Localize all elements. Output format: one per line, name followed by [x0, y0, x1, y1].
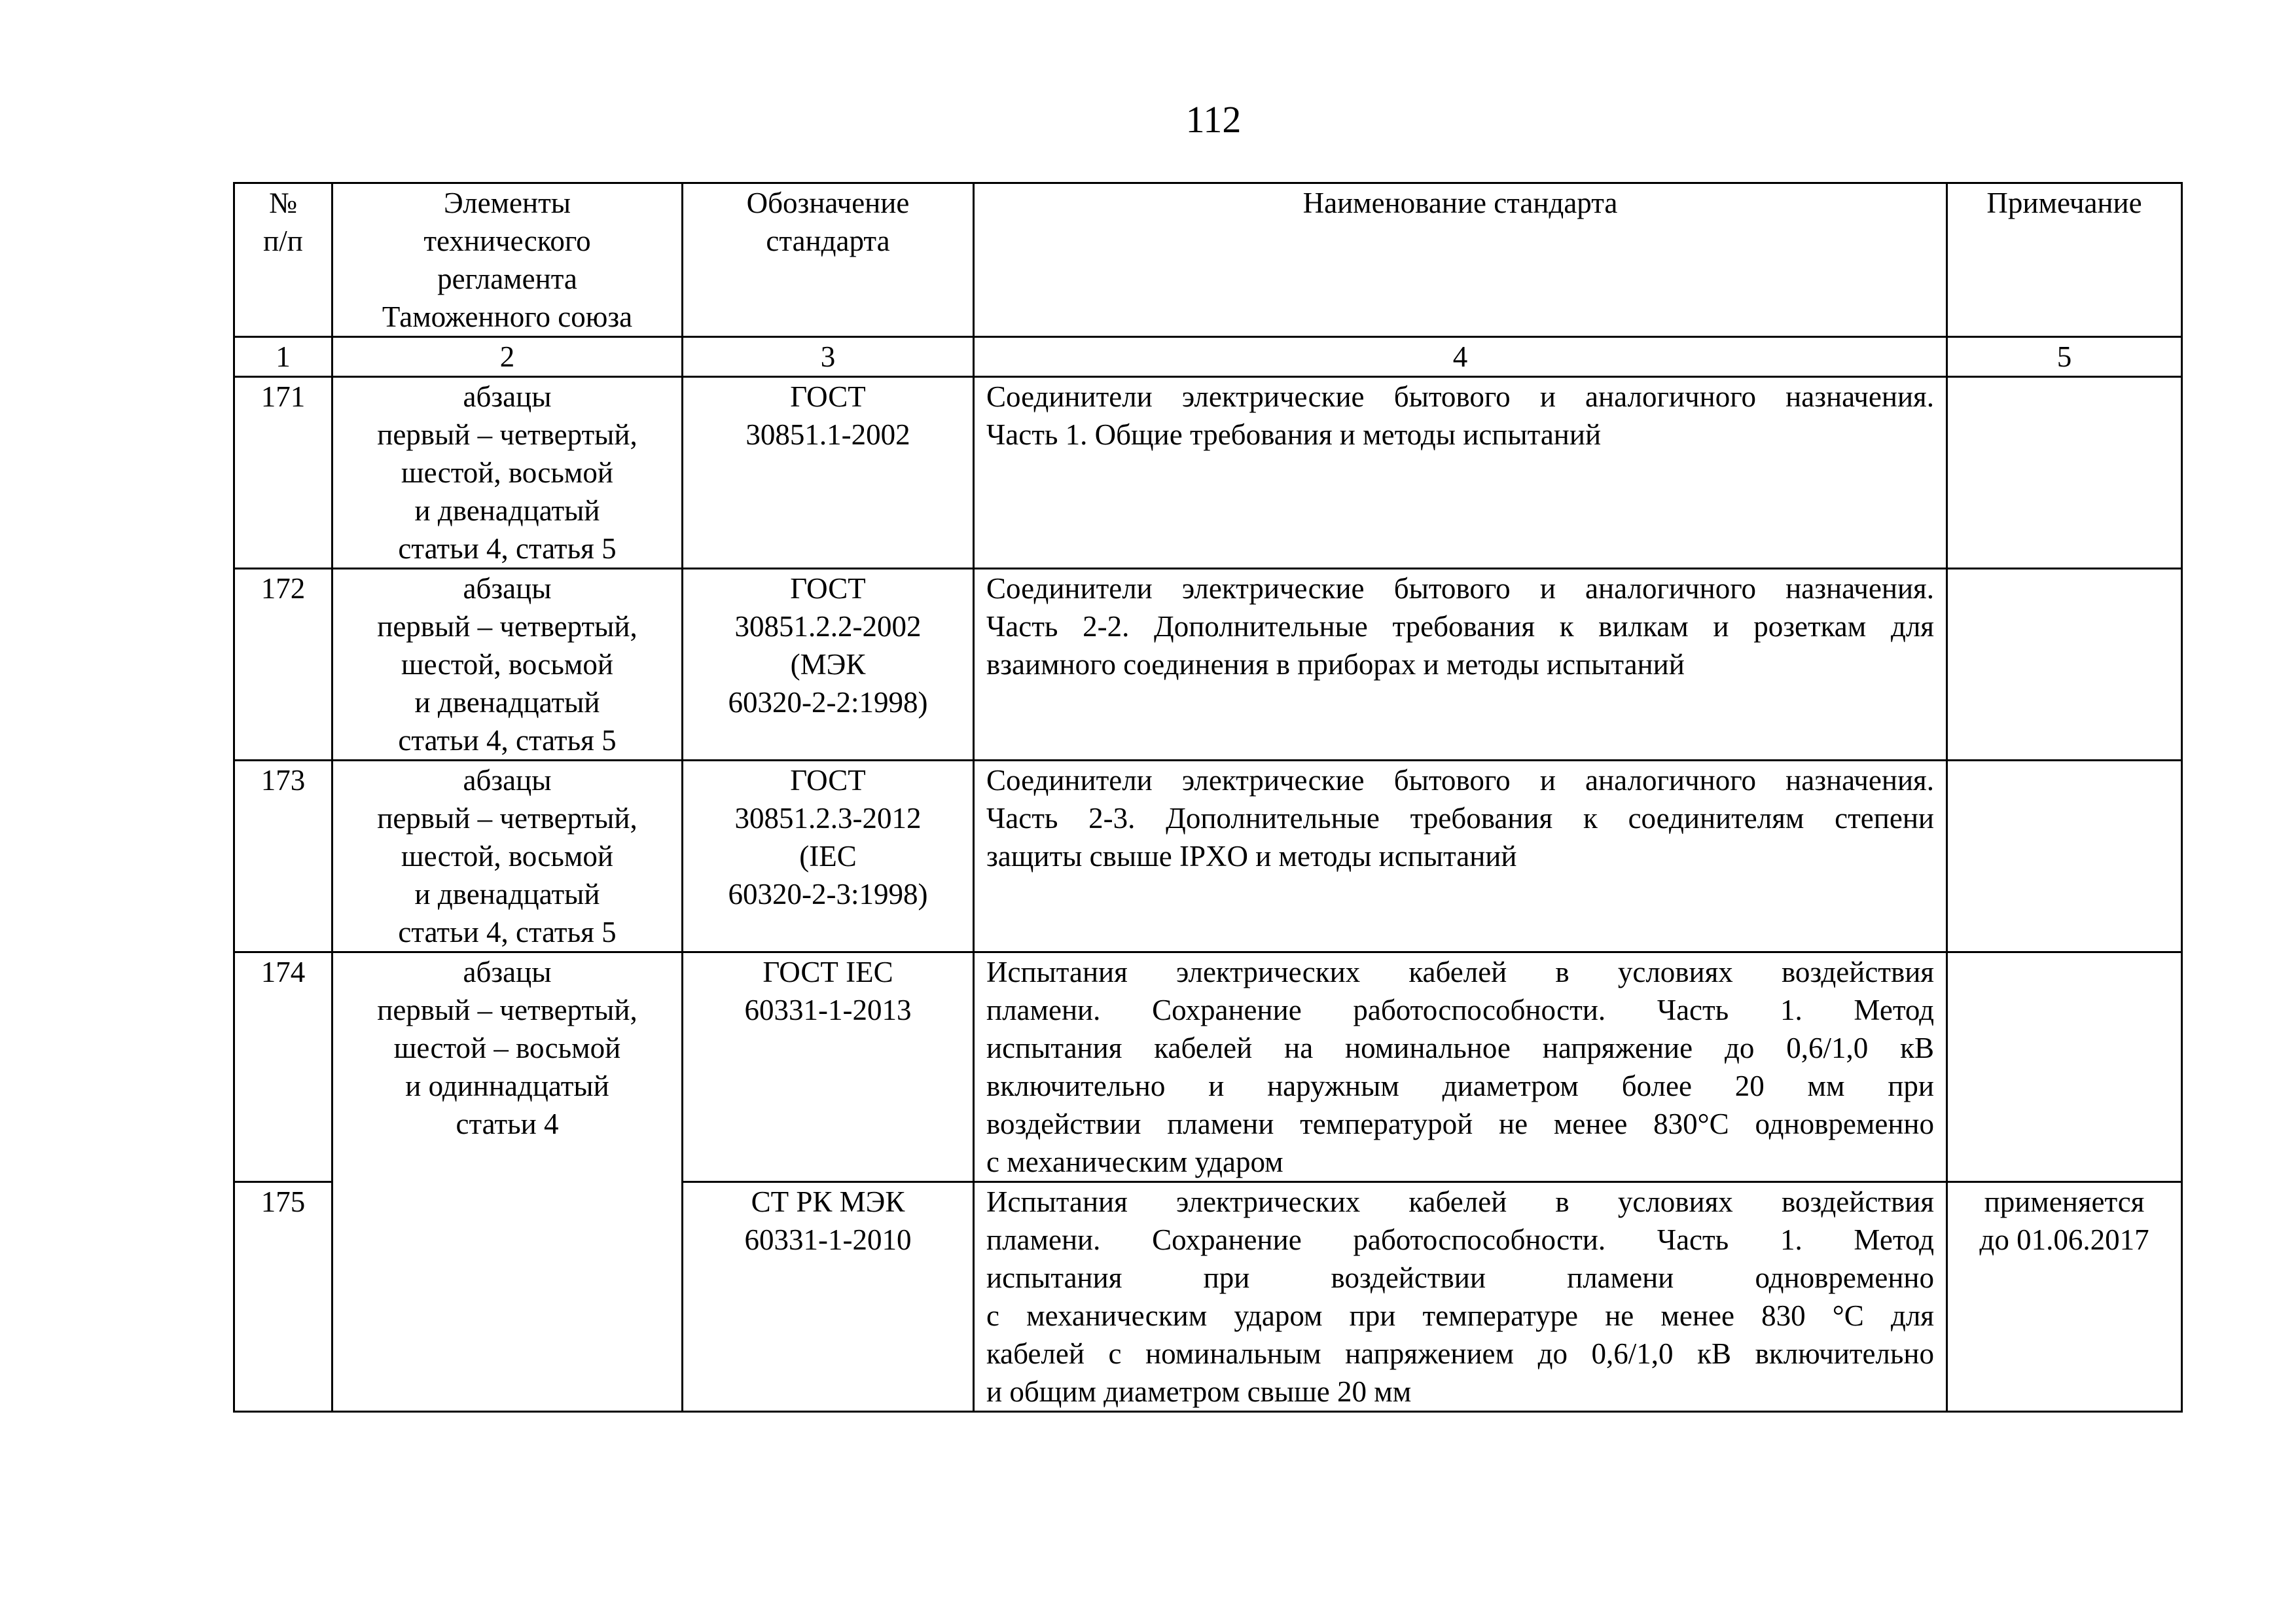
elements-line: абзацы — [463, 764, 552, 797]
standards-table — [233, 182, 2183, 1413]
elements-line: статьи 4, статья 5 — [398, 532, 617, 565]
elements-line: абзацы — [463, 572, 552, 605]
elements-line: шестой, восьмой — [401, 456, 613, 489]
note-line: до 01.06.2017 — [1979, 1223, 2149, 1256]
row-standard-name — [974, 1182, 1947, 1412]
row-elements — [332, 952, 683, 1412]
name-line: испытания кабелей на номинальное напряжение до 0,6/1,0 кВ — [986, 1032, 1934, 1064]
name-line: Соединители электрические бытового и аналогичного назначения. — [986, 380, 1934, 413]
elements-line: первый – четвертый, — [377, 994, 637, 1026]
name-line: с механическим ударом при температуре не менее 830 °С для — [986, 1299, 1934, 1332]
designation-line: 30851.2.3-2012 — [734, 802, 922, 835]
column-number: 2 — [332, 337, 683, 377]
table-header-row — [234, 183, 2182, 337]
table-row — [234, 569, 2182, 761]
row-note — [1947, 761, 2182, 952]
row-designation — [683, 952, 974, 1182]
row-designation — [683, 569, 974, 761]
name-line: с механическим ударом — [986, 1146, 1283, 1178]
name-line: Часть 1. Общие требования и методы испытаний — [986, 418, 1602, 451]
elements-line: шестой, восьмой — [401, 840, 613, 873]
header-designation-cell — [683, 183, 974, 337]
header-elements-line: Таможенного союза — [382, 300, 633, 333]
elements-line: первый – четвертый, — [377, 802, 637, 835]
elements-line: и двенадцатый — [414, 686, 600, 719]
designation-line: ГОСТ — [790, 764, 866, 797]
header-designation-line: Обозначение — [746, 187, 910, 219]
name-line: и общим диаметром свыше 20 мм — [986, 1375, 1412, 1408]
name-line: кабелей с номинальным напряжением до 0,6/1,0 кВ включительно — [986, 1337, 1934, 1370]
designation-line: ГОСТ IEC — [762, 956, 893, 988]
elements-line: статьи 4, статья 5 — [398, 724, 617, 757]
row-elements — [332, 761, 683, 952]
page-number: 112 — [1185, 98, 1242, 141]
header-elements-line: регламента — [437, 262, 577, 295]
row-number: 173 — [234, 761, 332, 952]
name-line: испытания при воздействии пламени одновременно — [986, 1261, 1934, 1294]
column-number: 4 — [974, 337, 1947, 377]
row-designation — [683, 1182, 974, 1412]
designation-line: 30851.2.2-2002 — [734, 610, 922, 643]
header-elements-cell — [332, 183, 683, 337]
row-standard-name — [974, 569, 1947, 761]
elements-line: статьи 4, статья 5 — [398, 916, 617, 948]
header-elements-line: Элементы — [444, 187, 571, 219]
elements-line: абзацы — [463, 380, 552, 413]
header-note-cell: Примечание — [1947, 183, 2182, 337]
designation-line: (МЭК — [790, 648, 866, 681]
table-row — [234, 952, 2182, 1182]
elements-line: шестой, восьмой — [401, 648, 613, 681]
name-line: Испытания электрических кабелей в условиях воздействия — [986, 1185, 1934, 1218]
row-note — [1947, 377, 2182, 569]
row-standard-name — [974, 377, 1947, 569]
row-number: 174 — [234, 952, 332, 1182]
column-number: 1 — [234, 337, 332, 377]
name-line: Соединители электрические бытового и аналогичного назначения. — [986, 764, 1934, 797]
column-number: 5 — [1947, 337, 2182, 377]
name-line: Часть 2-2. Дополнительные требования к вилкам и розеткам для — [986, 610, 1934, 643]
header-name-cell: Наименование стандарта — [974, 183, 1947, 337]
designation-line: 60331-1-2013 — [744, 994, 912, 1026]
designation-line: ГОСТ — [790, 572, 866, 605]
name-line: Часть 2-3. Дополнительные требования к соединителям степени — [986, 802, 1934, 835]
designation-line: 60320-2-3:1998) — [728, 878, 928, 911]
name-line: защиты свыше IPXO и методы испытаний — [986, 840, 1517, 873]
row-note — [1947, 952, 2182, 1182]
header-elements-line: технического — [423, 225, 591, 257]
header-num-cell — [234, 183, 332, 337]
header-num-line: п/п — [263, 225, 303, 257]
table-row — [234, 761, 2182, 952]
name-line: пламени. Сохранение работоспособности. Часть 1. Метод — [986, 994, 1934, 1026]
row-designation — [683, 377, 974, 569]
elements-line: и одиннадцатый — [405, 1070, 609, 1102]
column-numbers-row — [234, 337, 2182, 377]
row-number: 175 — [234, 1182, 332, 1412]
row-number: 171 — [234, 377, 332, 569]
designation-line: 60320-2-2:1998) — [728, 686, 928, 719]
name-line: Испытания электрических кабелей в условиях воздействия — [986, 956, 1934, 988]
row-designation — [683, 761, 974, 952]
elements-line: шестой – восьмой — [393, 1032, 621, 1064]
elements-line: первый – четвертый, — [377, 610, 637, 643]
designation-line: СТ РК МЭК — [751, 1185, 905, 1218]
row-note — [1947, 1182, 2182, 1412]
name-line: взаимного соединения в приборах и методы испытаний — [986, 648, 1685, 681]
row-elements — [332, 569, 683, 761]
table-row — [234, 377, 2182, 569]
row-standard-name — [974, 761, 1947, 952]
row-note — [1947, 569, 2182, 761]
header-num-line: № — [269, 187, 297, 219]
name-line: воздействии пламени температурой не менее 830°С одновременно — [986, 1108, 1934, 1140]
column-number: 3 — [683, 337, 974, 377]
designation-line: (IEC — [799, 840, 857, 873]
name-line: Соединители электрические бытового и аналогичного назначения. — [986, 572, 1934, 605]
designation-line: 30851.1-2002 — [745, 418, 910, 451]
name-line: включительно и наружным диаметром более 20 мм при — [986, 1070, 1934, 1102]
elements-line: статьи 4 — [456, 1108, 559, 1140]
row-elements — [332, 377, 683, 569]
elements-line: и двенадцатый — [414, 494, 600, 527]
elements-line: и двенадцатый — [414, 878, 600, 911]
row-number: 172 — [234, 569, 332, 761]
note-line: применяется — [1984, 1185, 2145, 1218]
designation-line: ГОСТ — [790, 380, 866, 413]
elements-line: первый – четвертый, — [377, 418, 637, 451]
name-line: пламени. Сохранение работоспособности. Часть 1. Метод — [986, 1223, 1934, 1256]
header-designation-line: стандарта — [766, 225, 890, 257]
row-standard-name — [974, 952, 1947, 1182]
designation-line: 60331-1-2010 — [744, 1223, 912, 1256]
elements-line: абзацы — [463, 956, 552, 988]
